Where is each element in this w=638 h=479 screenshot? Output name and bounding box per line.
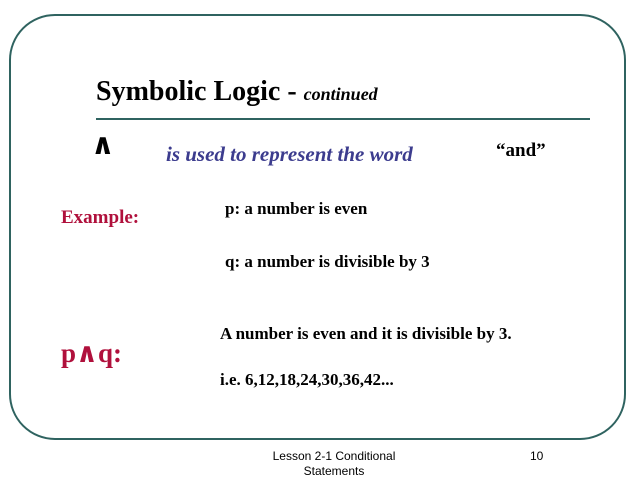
page-number: 10 xyxy=(530,449,544,463)
example-label: Example: xyxy=(61,207,140,228)
p-definition: p: a number is even xyxy=(225,199,368,218)
symbol-description: is used to represent the word xyxy=(166,142,413,166)
title-suffix: continued xyxy=(303,84,378,104)
conjunction-label: p∧q: xyxy=(61,338,122,368)
and-symbol: ∧ xyxy=(91,127,115,161)
q-definition: q: a number is divisible by 3 xyxy=(225,252,430,271)
footer-lesson: Lesson 2-1 Conditional Statements xyxy=(272,449,396,478)
represented-word: “and” xyxy=(496,140,546,161)
conjunction-examples: i.e. 6,12,18,24,30,36,42... xyxy=(220,370,394,389)
title-underline xyxy=(96,118,590,120)
slide-title xyxy=(96,76,378,108)
title-main: Symbolic Logic - xyxy=(96,76,297,107)
conjunction-statement: A number is even and it is divisible by 3. xyxy=(220,324,512,343)
